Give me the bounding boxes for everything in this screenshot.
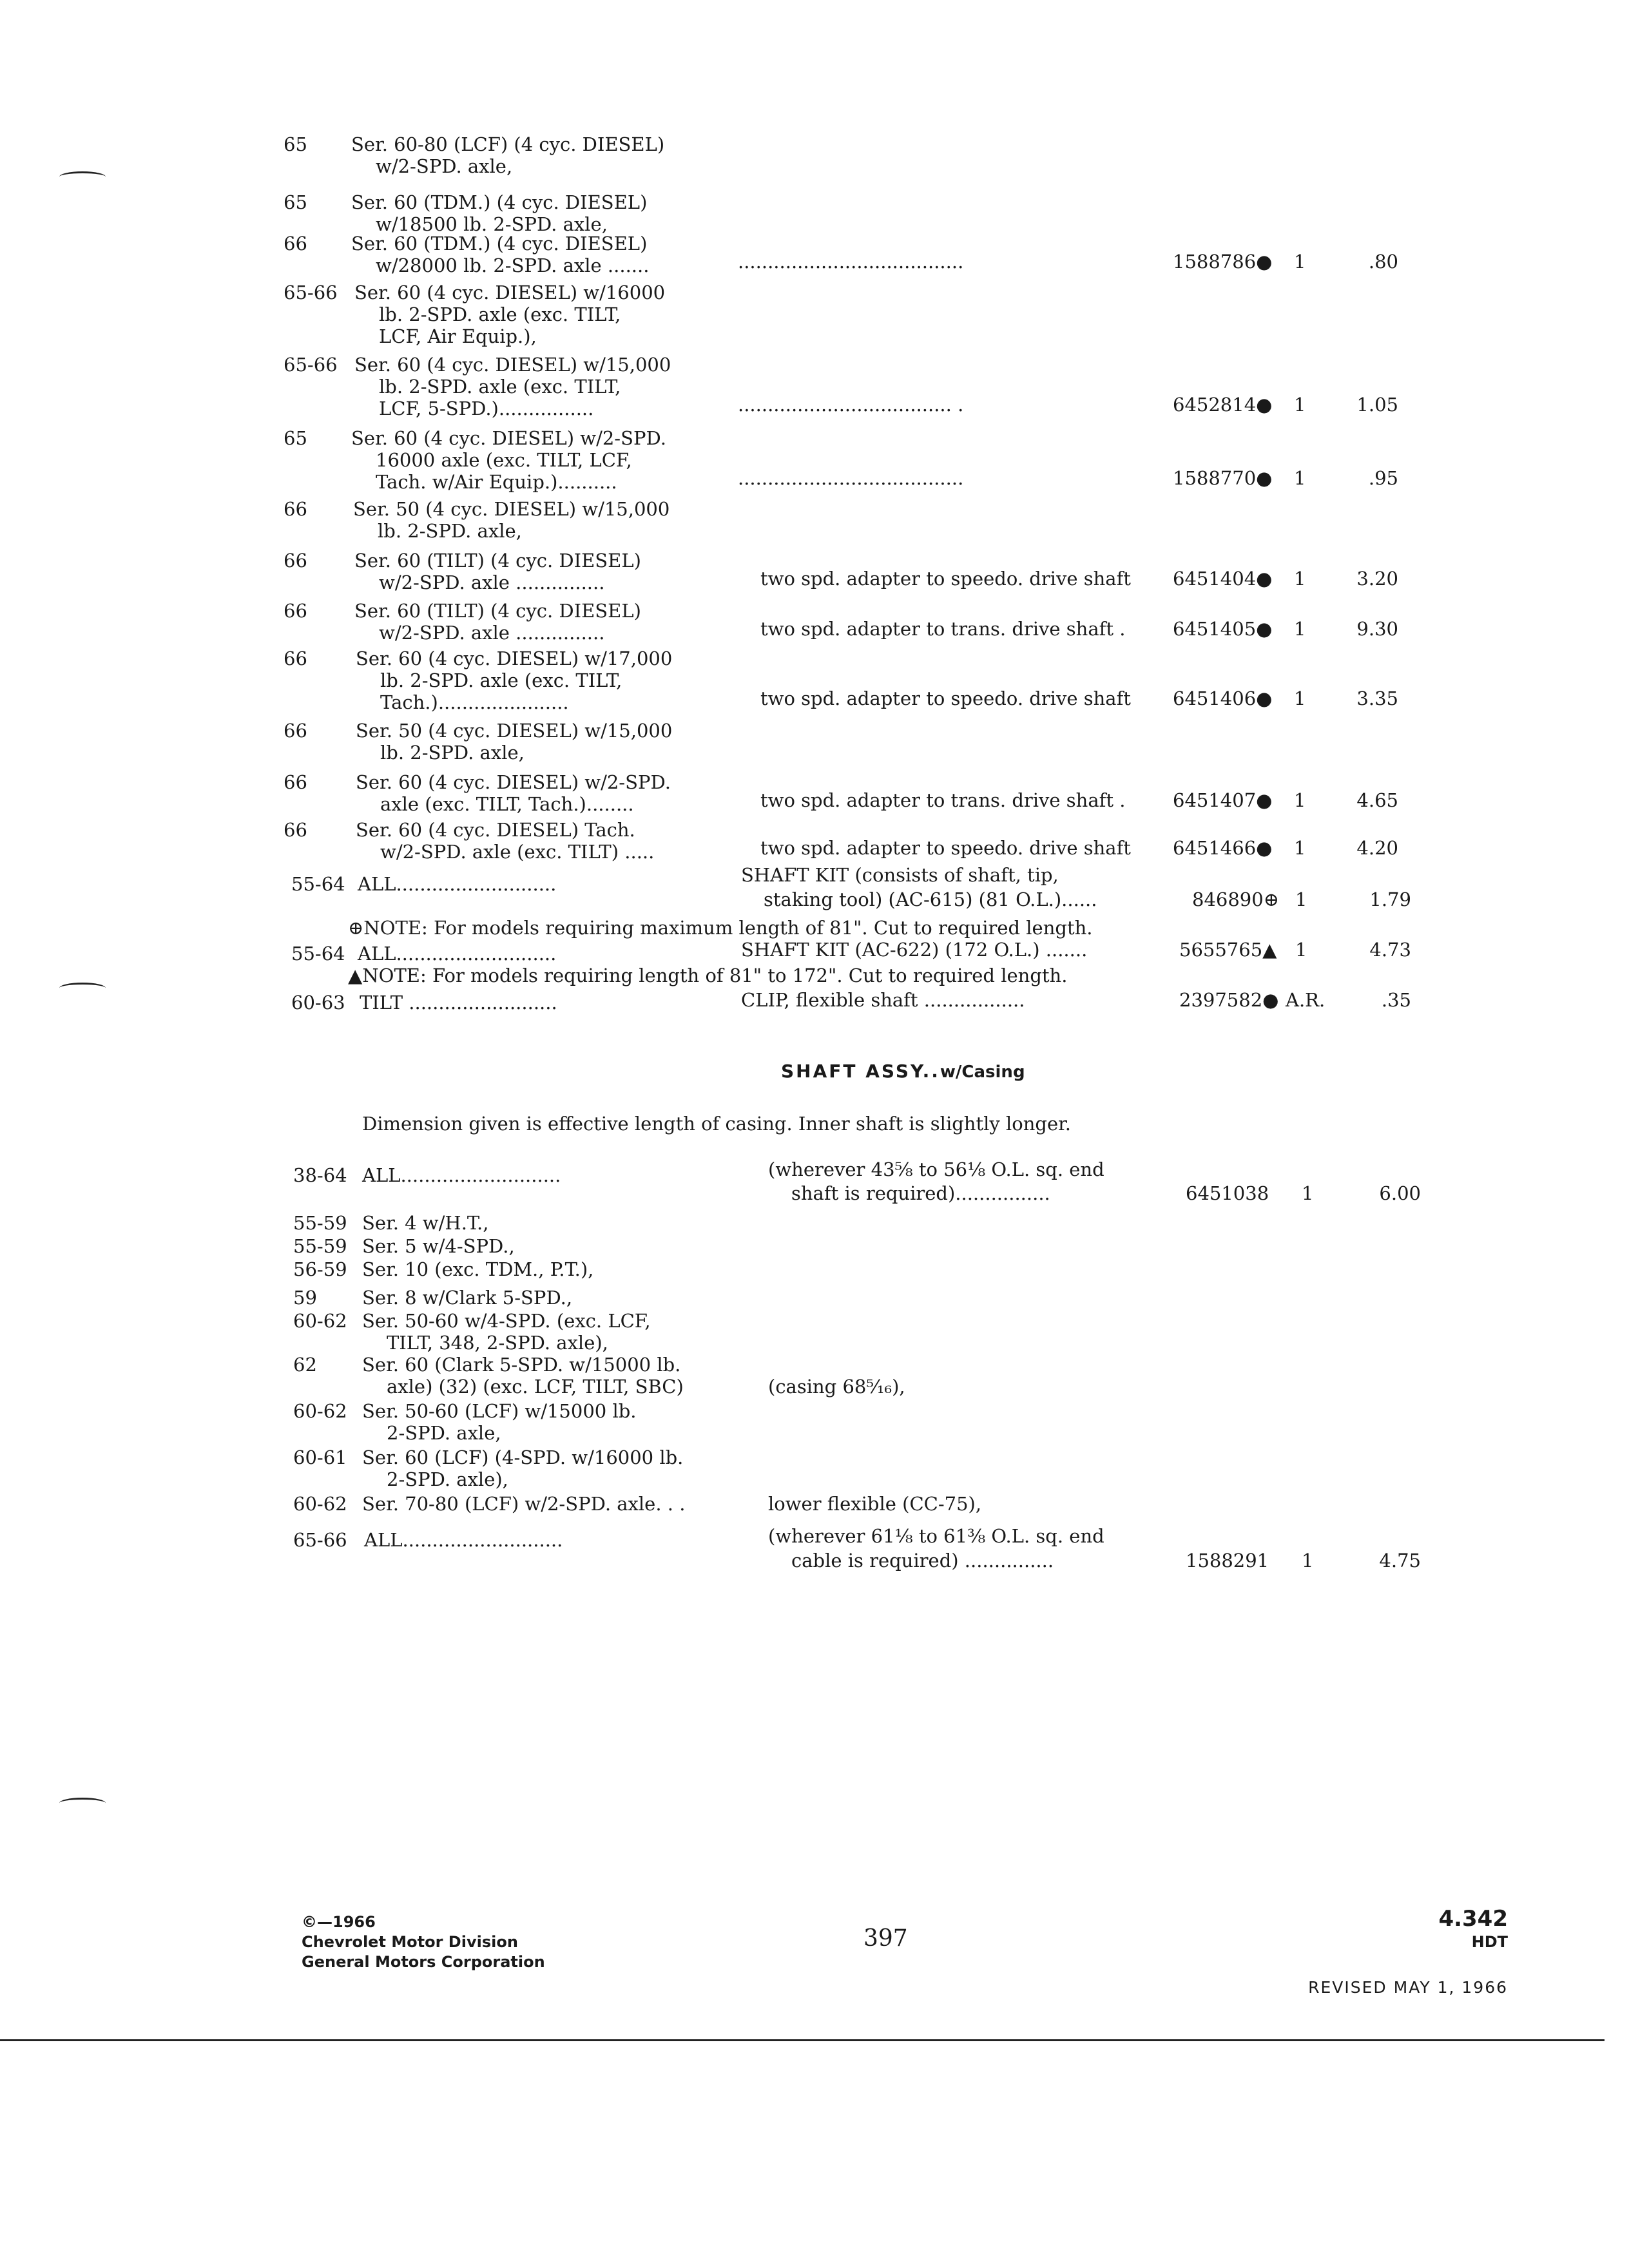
model-description: Ser. 10 (exc. TDM., P.T.),: [362, 1258, 594, 1280]
quantity: A.R.: [1286, 989, 1325, 1011]
year-cell: 66: [284, 550, 307, 572]
year-cell: 59: [293, 1287, 317, 1309]
model-description: Ser. 50 (4 cyc. DIESEL) w/15,000: [356, 720, 673, 742]
part-number: 1588291: [1186, 1550, 1269, 1571]
quantity: 1: [1295, 939, 1307, 961]
publisher-block: [302, 1912, 545, 1972]
year-cell: 65: [284, 191, 307, 213]
model-description: w/2-SPD. axle ...............: [379, 572, 605, 593]
model-description: Ser. 50-60 (LCF) w/15000 lb.: [362, 1400, 637, 1422]
year-cell: 66: [284, 648, 307, 669]
year-cell: 38-64: [293, 1164, 347, 1186]
price: 3.35: [1356, 687, 1398, 709]
quantity: 1: [1295, 889, 1307, 910]
model-description: Tach.)......................: [380, 691, 569, 713]
part-description: .................................... .: [738, 394, 964, 416]
price: 6.00: [1379, 1182, 1421, 1204]
year-cell: 66: [284, 819, 307, 841]
model-description: Ser. 60 (4 cyc. DIESEL) w/15,000: [354, 354, 671, 376]
model-description: ALL...........................: [362, 1164, 561, 1186]
year-cell: 60-62: [293, 1493, 347, 1515]
year-cell: 66: [284, 720, 307, 742]
model-description: lb. 2-SPD. axle,: [378, 520, 522, 542]
model-description: Ser. 60 (4 cyc. DIESEL) w/2-SPD.: [351, 427, 666, 449]
quantity: 1: [1294, 467, 1306, 489]
year-cell: 60-63: [291, 992, 345, 1014]
part-description: SHAFT KIT (consists of shaft, tip,: [741, 864, 1059, 886]
model-description: w/18500 lb. 2-SPD. axle,: [376, 213, 608, 235]
quantity: 1: [1294, 251, 1306, 273]
price: 3.20: [1356, 568, 1398, 590]
model-description: w/2-SPD. axle ...............: [379, 622, 605, 644]
price: 1.05: [1356, 394, 1398, 416]
model-description: Ser. 60 (4 cyc. DIESEL) w/17,000: [356, 648, 673, 669]
part-description: lower flexible (CC-75),: [768, 1493, 982, 1515]
model-description: LCF, Air Equip.),: [379, 325, 537, 347]
model-description: Ser. 8 w/Clark 5-SPD.,: [362, 1287, 573, 1309]
part-number: 6451407●: [1173, 789, 1273, 811]
price: 4.20: [1356, 837, 1398, 859]
price: 1.79: [1369, 889, 1411, 910]
corporation-name: General Motors Corporation: [302, 1953, 545, 1971]
model-description: lb. 2-SPD. axle (exc. TILT,: [380, 669, 622, 691]
price: .80: [1368, 251, 1398, 273]
model-description: TILT .........................: [360, 992, 557, 1014]
year-cell: 66: [284, 233, 307, 255]
model-description: Ser. 60 (TILT) (4 cyc. DIESEL): [354, 550, 641, 572]
year-cell: 65-66: [284, 354, 338, 376]
part-number: 2397582●: [1179, 989, 1279, 1011]
part-description: CLIP, flexible shaft .................: [741, 989, 1025, 1011]
year-cell: 55-59: [293, 1235, 347, 1257]
year-cell: 55-64: [291, 943, 345, 965]
part-number: 1588770●: [1173, 467, 1273, 489]
price: 9.30: [1356, 618, 1398, 640]
year-cell: 65-66: [284, 282, 338, 303]
margin-mark: [59, 983, 106, 994]
section-subtitle: w/Casing: [940, 1062, 1025, 1082]
part-number: 6451466●: [1173, 837, 1273, 859]
model-description: Ser. 70-80 (LCF) w/2-SPD. axle. . .: [362, 1493, 686, 1515]
year-cell: 55-64: [291, 873, 345, 895]
model-description: ALL...........................: [358, 943, 557, 965]
part-description: (casing 68⁵⁄₁₆),: [768, 1376, 905, 1398]
part-description: (wherever 43⅝ to 56⅛ O.L. sq. end: [768, 1158, 1104, 1180]
model-description: Ser. 4 w/H.T.,: [362, 1212, 489, 1234]
part-description: SHAFT KIT (AC-622) (172 O.L.) .......: [741, 939, 1088, 961]
quantity: 1: [1294, 837, 1306, 859]
quantity: 1: [1294, 789, 1306, 811]
model-description: lb. 2-SPD. axle (exc. TILT,: [379, 303, 621, 325]
margin-mark: [59, 171, 106, 182]
part-description: ......................................: [738, 251, 964, 273]
part-description: two spd. adapter to trans. drive shaft .: [760, 789, 1126, 811]
year-cell: 60-61: [293, 1446, 347, 1468]
quantity: 1: [1294, 568, 1306, 590]
model-description: ALL...........................: [358, 873, 557, 895]
part-description: two spd. adapter to speedo. drive shaft: [760, 837, 1131, 859]
model-description: Ser. 5 w/4-SPD.,: [362, 1235, 515, 1257]
model-description: w/2-SPD. axle (exc. TILT) .....: [380, 841, 655, 863]
model-description: Ser. 60 (Clark 5-SPD. w/15000 lb.: [362, 1354, 681, 1376]
model-description: 16000 axle (exc. TILT, LCF,: [376, 449, 632, 471]
part-number: 6451406●: [1173, 687, 1273, 709]
page-number: 397: [863, 1925, 908, 1952]
section-heading: [781, 1061, 1025, 1082]
footer-rule: [0, 2039, 1605, 2041]
price: 4.73: [1369, 939, 1411, 961]
section-title: SHAFT ASSY..: [781, 1061, 940, 1082]
year-cell: 66: [284, 600, 307, 622]
part-description: shaft is required)................: [791, 1182, 1050, 1204]
model-description: w/28000 lb. 2-SPD. axle .......: [376, 255, 650, 276]
model-description: w/2-SPD. axle,: [376, 155, 513, 177]
section-number: 4.342: [1438, 1906, 1508, 1932]
model-description: Tach. w/Air Equip.)..........: [376, 471, 617, 493]
year-cell: 65-66: [293, 1529, 347, 1551]
model-description: Ser. 60 (LCF) (4-SPD. w/16000 lb.: [362, 1446, 684, 1468]
model-description: axle (exc. TILT, Tach.)........: [380, 793, 634, 815]
revision-date: REVISED MAY 1, 1966: [1308, 1978, 1508, 1997]
margin-mark: [59, 1798, 106, 1809]
quantity: 1: [1294, 618, 1306, 640]
model-description: lb. 2-SPD. axle,: [380, 742, 525, 764]
part-number: 846890⊕: [1192, 889, 1280, 910]
year-cell: 66: [284, 771, 307, 793]
model-description: Ser. 60 (TDM.) (4 cyc. DIESEL): [351, 191, 648, 213]
price: .35: [1381, 989, 1411, 1011]
model-description: Ser. 50 (4 cyc. DIESEL) w/15,000: [353, 498, 670, 520]
model-description: 2-SPD. axle,: [387, 1422, 501, 1444]
part-number: 6451404●: [1173, 568, 1273, 590]
part-number: 5655765▲: [1179, 939, 1277, 961]
model-description: Ser. 60 (4 cyc. DIESEL) w/2-SPD.: [356, 771, 671, 793]
part-description: staking tool) (AC-615) (81 O.L.)......: [764, 889, 1097, 910]
part-number: 6451038: [1186, 1182, 1269, 1204]
copyright: ©—1966: [302, 1913, 376, 1931]
year-cell: 60-62: [293, 1400, 347, 1422]
model-description: axle) (32) (exc. LCF, TILT, SBC): [387, 1376, 684, 1398]
model-description: 2-SPD. axle),: [387, 1468, 508, 1490]
year-cell: 60-62: [293, 1310, 347, 1332]
part-number: 1588786●: [1173, 251, 1273, 273]
quantity: 1: [1294, 687, 1306, 709]
model-description: Ser. 50-60 w/4-SPD. (exc. LCF,: [362, 1310, 651, 1332]
model-description: TILT, 348, 2-SPD. axle),: [387, 1332, 608, 1354]
part-description: two spd. adapter to trans. drive shaft .: [760, 618, 1126, 640]
part-description: ......................................: [738, 467, 964, 489]
part-number: 6451405●: [1173, 618, 1273, 640]
quantity: 1: [1294, 394, 1306, 416]
model-description: Ser. 60-80 (LCF) (4 cyc. DIESEL): [351, 133, 665, 155]
model-description: Ser. 60 (TDM.) (4 cyc. DIESEL): [351, 233, 648, 255]
year-cell: 56-59: [293, 1258, 347, 1280]
part-description: two spd. adapter to speedo. drive shaft: [760, 687, 1131, 709]
note: ▲NOTE: For models requiring length of 81" to 172". Cut to required length.: [348, 965, 1068, 986]
year-cell: 55-59: [293, 1212, 347, 1234]
year-cell: 65: [284, 427, 307, 449]
division-name: Chevrolet Motor Division: [302, 1933, 518, 1951]
price: 4.65: [1356, 789, 1398, 811]
price: 4.75: [1379, 1550, 1421, 1571]
quantity: 1: [1302, 1550, 1314, 1571]
part-description: cable is required) ...............: [791, 1550, 1054, 1571]
model-description: ALL...........................: [364, 1529, 563, 1551]
section-intro: Dimension given is effective length of casing. Inner shaft is slightly longer.: [362, 1113, 1072, 1135]
model-description: LCF, 5-SPD.)................: [379, 398, 594, 419]
year-cell: 62: [293, 1354, 317, 1376]
quantity: 1: [1302, 1182, 1314, 1204]
part-description: two spd. adapter to speedo. drive shaft: [760, 568, 1131, 590]
part-description: (wherever 61⅛ to 61⅜ O.L. sq. end: [768, 1525, 1104, 1547]
year-cell: 66: [284, 498, 307, 520]
part-number: 6452814●: [1173, 394, 1273, 416]
year-cell: 65: [284, 133, 307, 155]
note: ⊕NOTE: For models requiring maximum length of 81". Cut to required length.: [348, 917, 1093, 939]
section-code: HDT: [1471, 1933, 1508, 1951]
model-description: Ser. 60 (4 cyc. DIESEL) Tach.: [356, 819, 635, 841]
price: .95: [1368, 467, 1398, 489]
model-description: lb. 2-SPD. axle (exc. TILT,: [379, 376, 621, 398]
model-description: Ser. 60 (TILT) (4 cyc. DIESEL): [354, 600, 641, 622]
model-description: Ser. 60 (4 cyc. DIESEL) w/16000: [354, 282, 666, 303]
